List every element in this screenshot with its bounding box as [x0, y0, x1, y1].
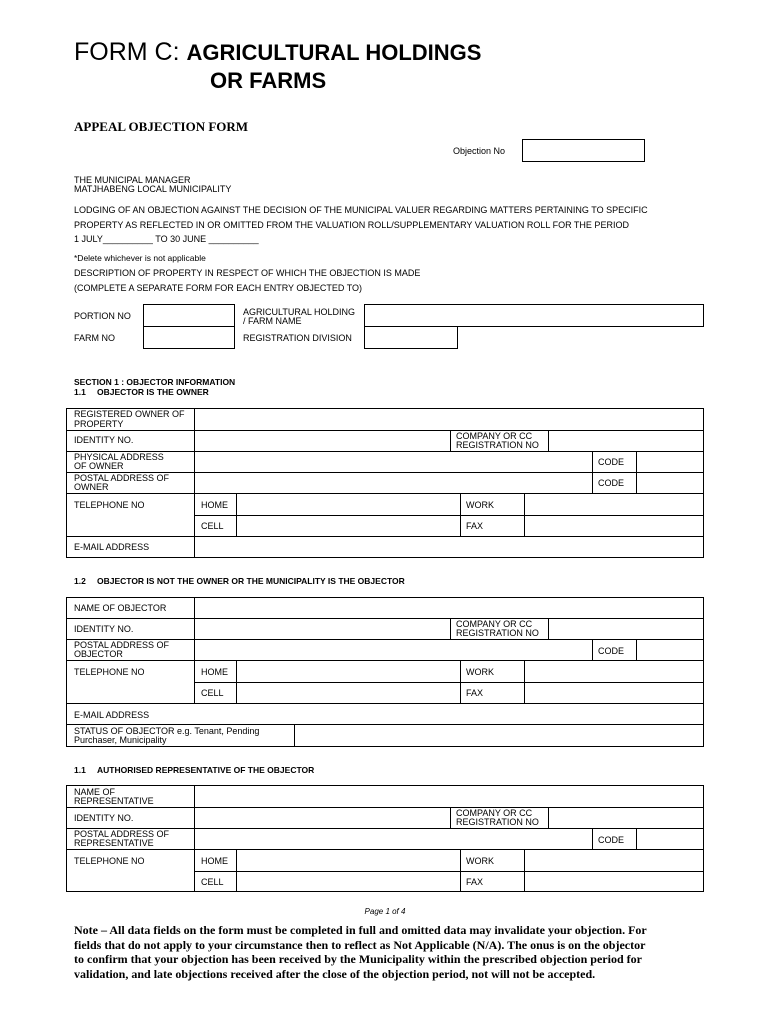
- rep-postal-label-l1: POSTAL ADDRESS OF: [74, 829, 170, 839]
- email-field[interactable]: [195, 537, 703, 557]
- description-line2: (COMPLETE A SEPARATE FORM FOR EACH ENTRY OBJECTED TO): [74, 283, 363, 293]
- fax-label: FAX: [466, 521, 484, 531]
- objector-code-field[interactable]: [637, 640, 703, 659]
- section11-number: 1.1: [74, 387, 86, 397]
- page-number: Page 1 of 4: [364, 907, 406, 916]
- divider: [460, 493, 461, 536]
- rep-postal-field[interactable]: [195, 829, 591, 848]
- section13-number: 1.1: [74, 765, 86, 775]
- form-title-line2: OR FARMS: [210, 68, 327, 93]
- email-label: E-MAIL ADDRESS: [74, 542, 150, 552]
- section13-title: AUTHORISED REPRESENTATIVE OF THE OBJECTOR: [97, 765, 315, 775]
- section11-title: OBJECTOR IS THE OWNER: [97, 387, 209, 397]
- lodging-line2: PROPERTY AS REFLECTED IN OR OMITTED FROM THE VALUATION ROLL/SUPPLEMENTARY VALUATION ROLL FOR THE PERIOD: [74, 220, 629, 230]
- portion-no-label: PORTION NO: [74, 311, 131, 321]
- objector-identity-field[interactable]: [195, 619, 449, 638]
- divider: [450, 430, 451, 451]
- rep-home-label: HOME: [201, 856, 228, 866]
- objector-name-label: NAME OF OBJECTOR: [74, 603, 167, 613]
- description-line1: DESCRIPTION OF PROPERTY IN RESPECT OF WHICH THE OBJECTION IS MADE: [74, 268, 421, 278]
- postal-address-label-l2: OWNER: [74, 482, 109, 492]
- portion-no-field[interactable]: [143, 304, 235, 327]
- objector-work-field[interactable]: [525, 661, 703, 681]
- objection-no-field[interactable]: [522, 139, 645, 162]
- rep-home-field[interactable]: [237, 850, 459, 870]
- objector-postal-field[interactable]: [195, 640, 591, 659]
- rep-work-field[interactable]: [525, 850, 703, 870]
- addressee-line2: MATJHABENG LOCAL MUNICIPALITY: [74, 184, 232, 194]
- work-label: WORK: [466, 500, 494, 510]
- objector-name-field[interactable]: [195, 598, 703, 617]
- postal-address-field[interactable]: [195, 473, 591, 492]
- rep-code-label: CODE: [598, 835, 625, 845]
- note-line2: fields that do not apply to your circumstance then to reflect as Not Applicable (N/A). The onus is on the objector: [74, 937, 646, 952]
- divider: [450, 618, 451, 639]
- objector-status-label-l1: STATUS OF OBJECTOR e.g. Tenant, Pending: [74, 726, 260, 736]
- form-title: [74, 38, 481, 67]
- physical-code-field[interactable]: [637, 452, 703, 471]
- agri-holding-label-l2: / FARM NAME: [243, 316, 302, 326]
- addressee-line1: THE MUNICIPAL MANAGER: [74, 175, 191, 185]
- agri-holding-label-l1: AGRICULTURAL HOLDING: [243, 307, 356, 317]
- form-title-prefix: FORM C:: [74, 38, 180, 66]
- divider: [450, 807, 451, 828]
- identity-no-label: IDENTITY NO.: [74, 435, 134, 445]
- registered-owner-label-l1: REGISTERED OWNER OF: [74, 409, 185, 419]
- home-phone-field[interactable]: [237, 494, 459, 514]
- objector-email-label: E-MAIL ADDRESS: [74, 710, 150, 720]
- objector-home-label: HOME: [201, 667, 228, 677]
- rep-identity-label: IDENTITY NO.: [74, 813, 134, 823]
- registration-division-field[interactable]: [364, 326, 458, 349]
- form-title-main: AGRICULTURAL HOLDINGS: [186, 40, 482, 65]
- company-reg-field[interactable]: [549, 431, 703, 450]
- farm-no-field[interactable]: [143, 326, 235, 349]
- physical-address-label-l2: OF OWNER: [74, 461, 124, 471]
- objector-company-label-l1: COMPANY OR CC: [456, 619, 533, 629]
- rep-identity-field[interactable]: [195, 808, 449, 827]
- objector-identity-label: IDENTITY NO.: [74, 624, 134, 634]
- objector-fax-label: FAX: [466, 688, 484, 698]
- objector-telephone-label: TELEPHONE NO: [74, 667, 145, 677]
- cell-label: CELL: [201, 521, 224, 531]
- company-reg-label-l2: REGISTRATION NO: [456, 440, 539, 450]
- telephone-label: TELEPHONE NO: [74, 500, 145, 510]
- postal-code-field[interactable]: [637, 473, 703, 492]
- section1-heading: SECTION 1 : OBJECTOR INFORMATION: [74, 377, 236, 387]
- objector-status-field[interactable]: [295, 725, 703, 746]
- objection-no-label: Objection No: [453, 146, 506, 156]
- objector-home-field[interactable]: [237, 661, 459, 681]
- physical-address-field[interactable]: [195, 452, 591, 471]
- objector-cell-field[interactable]: [237, 683, 459, 702]
- rep-fax-label: FAX: [466, 877, 484, 887]
- rep-company-label-l2: REGISTRATION NO: [456, 817, 539, 827]
- note-line4: validation, and late objections received after the close of the objection period, not will not be accepted.: [74, 966, 596, 981]
- rep-cell-field[interactable]: [237, 872, 459, 891]
- cell-phone-field[interactable]: [237, 516, 459, 535]
- work-phone-field[interactable]: [525, 494, 703, 514]
- objector-company-field[interactable]: [549, 619, 703, 638]
- registered-owner-label-l2: PROPERTY: [74, 419, 124, 429]
- section12-number: 1.2: [74, 576, 86, 586]
- objector-company-label-l2: REGISTRATION NO: [456, 628, 539, 638]
- objector-postal-label-l1: POSTAL ADDRESS OF: [74, 640, 170, 650]
- note-line3: to confirm that your objection has been received by the Municipality within the prescribed objection period for: [74, 952, 642, 966]
- divider: [592, 639, 593, 660]
- farm-name-field[interactable]: [364, 304, 704, 327]
- objector-cell-label: CELL: [201, 688, 224, 698]
- rep-code-field[interactable]: [637, 829, 703, 848]
- physical-address-label-l1: PHYSICAL ADDRESS: [74, 452, 164, 462]
- home-label: HOME: [201, 500, 228, 510]
- rep-fax-field[interactable]: [525, 872, 703, 891]
- company-reg-label-l1: COMPANY OR CC: [456, 431, 533, 441]
- lodging-period: 1 JULY__________ TO 30 JUNE __________: [74, 234, 259, 244]
- lodging-line1: LODGING OF AN OBJECTION AGAINST THE DECISION OF THE MUNICIPAL VALUER REGARDING MATTERS PERTAINING TO SPECIFIC: [74, 205, 648, 215]
- note-paragraph: [74, 923, 647, 981]
- note-line1: Note – All data fields on the form must be completed in full and omitted data may invalidate your objection. For: [74, 923, 647, 937]
- rep-name-label-l2: REPRESENTATIVE: [74, 796, 154, 806]
- section12-title: OBJECTOR IS NOT THE OWNER OR THE MUNICIPALITY IS THE OBJECTOR: [97, 576, 405, 586]
- rep-postal-label-l2: REPRESENTATIVE: [74, 838, 154, 848]
- physical-code-label: CODE: [598, 457, 625, 467]
- fax-field[interactable]: [525, 516, 703, 535]
- registration-division-label: REGISTRATION DIVISION: [243, 333, 352, 343]
- objector-fax-field[interactable]: [525, 683, 703, 702]
- divider: [592, 451, 593, 493]
- delete-note: *Delete whichever is not applicable: [74, 253, 206, 263]
- form-subtitle: APPEAL OBJECTION FORM: [74, 119, 249, 134]
- objector-email-field[interactable]: [195, 704, 703, 723]
- rep-work-label: WORK: [466, 856, 494, 866]
- divider: [460, 849, 461, 892]
- rep-company-label-l1: COMPANY OR CC: [456, 808, 533, 818]
- rep-company-field[interactable]: [549, 808, 703, 827]
- divider: [460, 660, 461, 703]
- objector-postal-label-l2: OBJECTOR: [74, 649, 123, 659]
- farm-no-label: FARM NO: [74, 333, 116, 343]
- objector-work-label: WORK: [466, 667, 494, 677]
- objector-code-label: CODE: [598, 646, 625, 656]
- registered-owner-field[interactable]: [195, 409, 703, 429]
- divider: [592, 828, 593, 849]
- rep-name-field[interactable]: [195, 786, 703, 806]
- identity-no-field[interactable]: [195, 431, 449, 450]
- postal-code-label: CODE: [598, 478, 625, 488]
- postal-address-label-l1: POSTAL ADDRESS OF: [74, 473, 170, 483]
- objector-status-label-l2: Purchaser, Municipality: [74, 735, 167, 745]
- rep-cell-label: CELL: [201, 877, 224, 887]
- rep-name-label-l1: NAME OF: [74, 787, 116, 797]
- rep-telephone-label: TELEPHONE NO: [74, 856, 145, 866]
